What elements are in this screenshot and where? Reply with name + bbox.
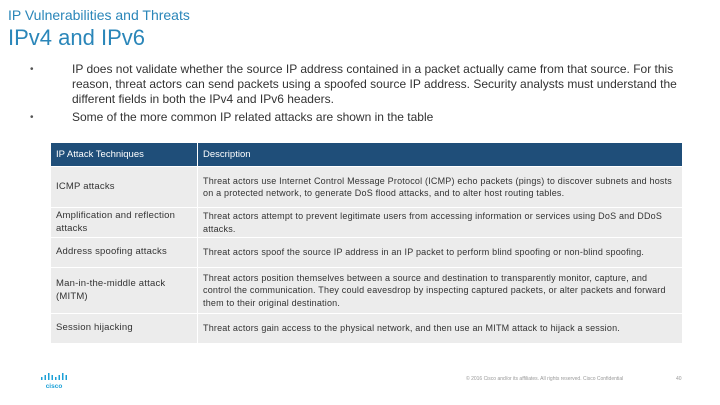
- table-row: [51, 238, 683, 268]
- bullet-text: IP does not validate whether the source IP address contained in a packet actually came from that source. For this reason, threat actors can send packets using a spoofed source IP address. Security analysts must understand the different fields in both the IPv4 and IPv6 headers.: [72, 62, 677, 106]
- bullet-list: [30, 62, 690, 128]
- description-cell: Threat actors position themselves between a source and destination to transparently monitor, capture, and control the communication. They could eavesdrop by inspecting captured packets, or alter packets and forward them to their original destination.: [198, 268, 683, 314]
- cisco-logo-icon: [40, 372, 68, 395]
- table-row: [51, 268, 683, 314]
- ip-attacks-table: [50, 142, 683, 344]
- description-cell: Threat actors attempt to prevent legitimate users from accessing information or services using DoS and DDoS attacks.: [198, 208, 683, 238]
- cisco-logo-text: cisco: [45, 383, 63, 390]
- technique-cell: Address spoofing attacks: [51, 238, 198, 268]
- technique-cell: ICMP attacks: [51, 167, 198, 208]
- slide-section-title: IP Vulnerabilities and Threats: [8, 7, 190, 23]
- bullet-dot-icon: •: [30, 112, 34, 123]
- bullet-dot-icon: •: [30, 64, 34, 75]
- table-row: [51, 208, 683, 238]
- technique-cell: Man-in-the-middle attack (MITM): [51, 268, 198, 314]
- column-header-technique: IP Attack Techniques: [51, 143, 198, 167]
- description-cell: Threat actors gain access to the physical network, and then use an MITM attack to hijack a session.: [198, 314, 683, 344]
- table-row: [51, 167, 683, 208]
- bullet-item: [30, 110, 690, 125]
- bullet-item: [30, 62, 690, 107]
- description-cell: Threat actors spoof the source IP address in an IP packet to perform blind spoofing or non-blind spoofing.: [198, 238, 683, 268]
- table-row: [51, 314, 683, 344]
- technique-cell: Session hijacking: [51, 314, 198, 344]
- table-header-row: [51, 143, 683, 167]
- bullet-text: Some of the more common IP related attacks are shown in the table: [72, 110, 434, 124]
- page-number: 40: [676, 376, 682, 382]
- technique-cell: Amplification and reflection attacks: [51, 208, 198, 238]
- slide-title: IPv4 and IPv6: [8, 25, 145, 50]
- column-header-description: Description: [198, 143, 683, 167]
- description-cell: Threat actors use Internet Control Message Protocol (ICMP) echo packets (pings) to discover subnets and hosts on a protected network, to generate DoS flood attacks, and to alter host routing tables.: [198, 167, 683, 208]
- copyright-notice: © 2016 Cisco and/or its affiliates. All rights reserved. Cisco Confidential: [466, 376, 624, 382]
